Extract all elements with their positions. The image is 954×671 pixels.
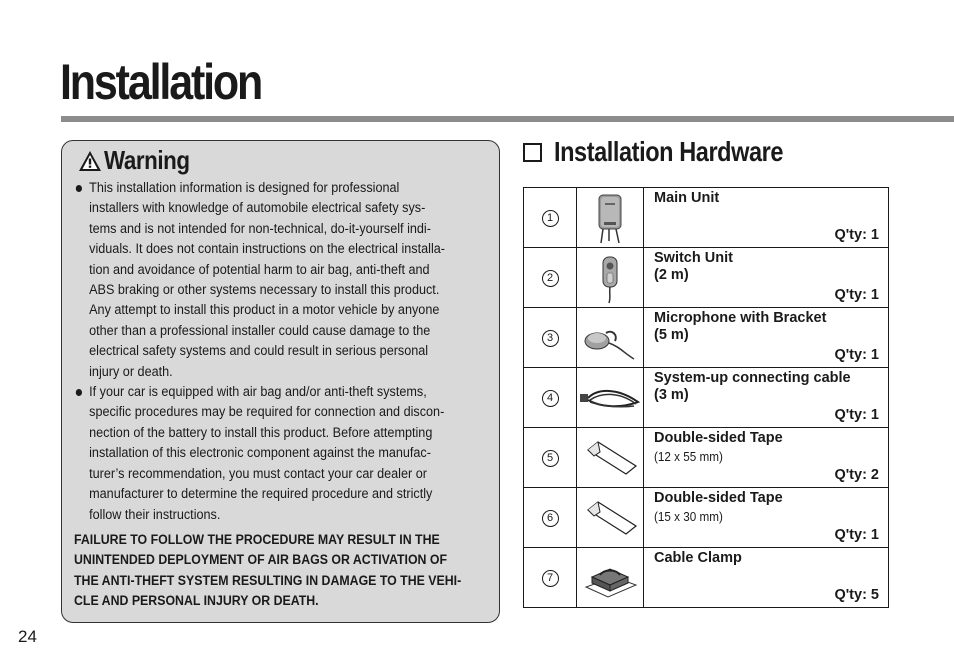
item-name: Cable Clamp [654,550,742,566]
item-size: (15 x 30 mm) [654,509,723,524]
item-description [644,308,889,368]
item-quantity: Q'ty: 1 [834,287,879,303]
bullet-icon [76,185,82,192]
warning-line: electrical safety systems and could result in serious personal [89,343,429,360]
item-number: 1 [542,210,559,227]
item-quantity: Q'ty: 5 [834,587,879,603]
warning-box [61,140,500,623]
bullet-icon [76,389,82,396]
item-description [644,428,889,488]
item-description [644,248,889,308]
warning-triangle-icon [78,150,102,172]
caps-line: FAILURE TO FOLLOW THE PROCEDURE MAY RESULT IN THE [74,532,440,548]
table-row [524,368,889,428]
item-description [644,488,889,548]
item-image-cell [577,308,644,368]
warning-line: If your car is equipped with air bag and/or anti-theft systems, [89,384,427,401]
page-title: Installation [60,54,262,110]
item-number-cell [524,488,577,548]
item-size: (12 x 55 mm) [654,449,723,464]
item-number-cell [524,188,577,248]
item-quantity: Q'ty: 1 [834,347,879,363]
item-name: System-up connecting cable (3 m) [654,370,851,403]
warning-line: Any attempt to install this product in a motor vehicle by anyone [89,302,440,319]
warning-line: other than a professional installer could cause damage to the [89,322,431,339]
item-image-cell [577,428,644,488]
title-divider [61,116,954,122]
item-number-cell [524,248,577,308]
warning-line: tion and avoidance of potential harm to air bag, anti-theft and [89,261,430,278]
warning-line: turer’s recommendation, you must contact your car dealer or [89,465,427,482]
tape-icon [580,496,640,540]
cable-clamp-icon [580,555,640,601]
warning-line: injury or death. [89,363,173,380]
caps-line: CLE AND PERSONAL INJURY OR DEATH. [74,593,319,610]
item-number-cell [524,548,577,608]
main-unit-icon [590,191,630,245]
warning-line: ABS braking or other systems necessary to install this product. [89,282,440,299]
microphone-icon [580,313,640,363]
item-image-cell [577,368,644,428]
warning-line: tems and is not intended for non-technical, do-it-yourself indi- [89,220,431,237]
item-image-cell [577,548,644,608]
item-number-cell [524,308,577,368]
page-number: 24 [18,627,37,646]
item-image-cell [577,188,644,248]
item-image-cell [577,488,644,548]
table-row [524,188,889,248]
table-row [524,308,889,368]
warning-line: manufacturer to determine the required procedure and strictly [89,486,433,503]
hardware-table [523,187,889,608]
item-description [644,548,889,608]
item-name: Microphone with Bracket (5 m) [654,310,827,343]
warning-line: nection of the battery to install this product. Before attempting [89,424,433,441]
warning-item [74,382,492,525]
warning-line: installation of this electronic component against the manufac- [89,445,431,462]
table-row [524,428,889,488]
warning-item [74,178,492,382]
caps-line: UNINTENDED DEPLOYMENT OF AIR BAGS OR ACTIVATION OF [74,552,448,569]
item-name: Switch Unit (2 m) [654,250,733,283]
warning-line: viduals. It does not contain instructions on the electrical installa- [89,241,445,258]
warning-line: specific procedures may be required for connection and discon- [89,404,445,421]
table-row [524,488,889,548]
warning-heading [78,145,204,176]
item-number-cell [524,368,577,428]
caps-line: THE ANTI-THEFT SYSTEM RESULTING IN DAMAGE TO THE VEHI- [74,572,462,589]
item-name: Double-sided Tape [654,430,783,446]
item-number-cell [524,428,577,488]
hardware-title: Installation Hardware [554,136,784,167]
item-quantity: Q'ty: 1 [834,407,879,423]
switch-unit-icon [595,251,625,305]
warning-list [74,178,492,525]
item-quantity: Q'ty: 1 [834,527,879,543]
item-number: 6 [542,510,559,527]
warning-caps-text [74,530,483,612]
warning-title: Warning [104,145,190,175]
warning-line: This installation information is designed for professional [89,180,400,196]
item-number: 7 [542,570,559,587]
table-row [524,548,889,608]
item-quantity: Q'ty: 2 [834,467,879,483]
item-name: Double-sided Tape [654,490,783,506]
item-number: 3 [542,330,559,347]
hardware-heading [523,136,827,168]
item-image-cell [577,248,644,308]
item-number: 4 [542,390,559,407]
table-row [524,248,889,308]
item-quantity: Q'ty: 1 [834,227,879,243]
warning-line: installers with knowledge of automobile electrical safety sys- [89,200,426,217]
checkbox-icon [523,143,542,162]
tape-icon [580,436,640,480]
item-name: Main Unit [654,190,720,206]
item-number: 2 [542,270,559,287]
cable-icon [578,378,642,418]
item-number: 5 [542,450,559,467]
item-description [644,188,889,248]
warning-line: follow their instructions. [89,506,221,523]
item-description [644,368,889,428]
